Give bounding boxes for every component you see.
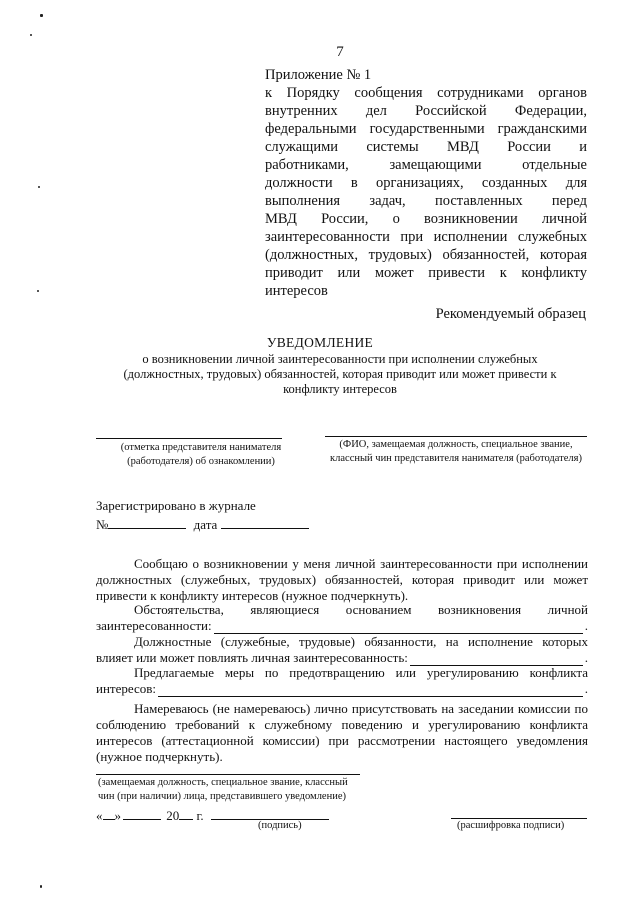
registration-block	[96, 497, 309, 534]
appendix-line: внутренних дел Российской Федерации,	[265, 103, 587, 119]
caption-line: (работодателя) об ознакомлении)	[127, 456, 275, 467]
paragraph-measures	[96, 665, 588, 697]
body-line: влияет или может повлиять личная заинтересованность:	[96, 650, 408, 665]
year-suffix: г.	[196, 808, 204, 823]
scan-mark	[38, 186, 40, 188]
document-subtitle	[120, 352, 560, 397]
month-field[interactable]	[123, 806, 161, 820]
paragraph-notification	[96, 556, 588, 604]
appendix-line: (должностных, трудовых) обязанностей, которая	[265, 247, 587, 263]
caption-line: классный чин представителя нанимателя (работодателя)	[330, 453, 582, 464]
scan-mark	[40, 14, 43, 17]
body-line: должностных (служебных, трудовых) обязанностей, которая приводит или может	[96, 572, 588, 587]
day-field[interactable]	[103, 806, 115, 820]
date-field[interactable]	[221, 515, 309, 529]
scan-mark	[30, 34, 32, 36]
caption-line: чин (при наличии) лица, представившего уведомление)	[98, 791, 346, 802]
body-line: Сообщаю о возникновении у меня личной заинтересованности при исполнении	[134, 556, 588, 571]
number-field[interactable]	[108, 515, 186, 529]
year-field[interactable]	[179, 806, 193, 820]
appendix-line: МВД России, о возникновении личной	[265, 211, 587, 227]
scan-mark	[40, 885, 42, 888]
appendix-line: выполнения задач, поставленных перед	[265, 193, 587, 209]
appendix-line: должности в организациях, созданных для	[265, 175, 587, 191]
position-caption	[98, 776, 368, 804]
caption-line: (ФИО, замещаемая должность, специальное звание,	[339, 439, 573, 450]
measures-row: интересов: .	[96, 681, 588, 696]
appendix-line: федеральными государственными гражданскими	[265, 121, 587, 137]
subtitle-line: о возникновении личной заинтересованности при исполнении служебных	[142, 352, 538, 366]
appendix-line: работниками, замещающими отдельные	[265, 157, 587, 173]
appendix-line: интересов	[265, 283, 328, 299]
paragraph-circumstances	[96, 602, 588, 634]
date-quote: «	[96, 808, 103, 823]
signature-caption: (подпись)	[258, 820, 302, 831]
fio-line	[325, 436, 587, 437]
date-quote: »	[114, 808, 121, 823]
appendix-line: к Порядку сообщения сотрудниками органов	[265, 85, 587, 101]
year-prefix: 20	[166, 808, 180, 823]
body-line: заинтересованности:	[96, 618, 212, 633]
decoding-caption: (расшифровка подписи)	[457, 820, 565, 831]
body-line: соблюдению требований к служебному поведению и урегулированию конфликта	[96, 717, 588, 732]
body-line: Предлагаемые меры по предотвращению или урегулированию конфликта	[134, 665, 588, 680]
circumstances-field[interactable]	[214, 621, 583, 634]
appendix-line: служащими системы МВД России и	[265, 139, 587, 155]
employer-mark-line	[96, 438, 282, 439]
registration-number-row	[96, 515, 309, 534]
appendix-line: Приложение № 1	[265, 67, 372, 83]
circumstances-row: заинтересованности: .	[96, 618, 588, 633]
position-line	[96, 774, 360, 775]
body-line: (нужное подчеркнуть).	[96, 749, 223, 764]
number-label: №	[96, 517, 109, 532]
document-title: УВЕДОМЛЕНИЕ	[266, 335, 374, 350]
scan-mark	[37, 290, 39, 292]
subtitle-line: конфликту интересов	[283, 382, 397, 396]
appendix-line: приводит или может привести к конфликту	[265, 265, 587, 281]
body-line: привести к конфликту интересов (нужное подчеркнуть).	[96, 588, 409, 603]
body-line: Должностные (служебные, трудовые) обязанности, на исполнение которых	[134, 634, 588, 649]
duties-row: влияет или может повлиять личная заинтересованность: .	[96, 650, 588, 665]
decoding-line	[451, 818, 587, 819]
date-label: дата	[193, 517, 218, 532]
caption-line: (отметка представителя нанимателя	[120, 442, 282, 453]
body-line: интересов:	[96, 681, 156, 696]
registration-title: Зарегистрировано в журнале	[96, 498, 256, 513]
fio-caption	[320, 438, 592, 466]
appendix-line: заинтересованности при исполнении служебных	[265, 229, 587, 245]
signature-field[interactable]	[211, 806, 329, 820]
sample-note: Рекомендуемый образец	[435, 306, 586, 322]
paragraph-duties	[96, 634, 588, 666]
body-line: интересов (аттестационной комиссии) при рассмотрении настоящего уведомления	[96, 733, 588, 748]
body-line: Намереваюсь (не намереваюсь) лично присутствовать на заседании комиссии по	[134, 701, 588, 716]
appendix-header	[265, 66, 587, 300]
body-line: Обстоятельства, являющиеся основанием возникновения личной	[134, 602, 588, 617]
subtitle-line: (должностных, трудовых) обязанностей, которая приводит или может привести к	[123, 367, 557, 381]
measures-field[interactable]	[158, 684, 583, 697]
paragraph-attendance	[96, 701, 588, 765]
page-number: 7	[336, 44, 344, 60]
employer-mark-caption	[96, 441, 306, 469]
caption-line: (замещаемая должность, специальное звание, классный	[98, 777, 348, 788]
